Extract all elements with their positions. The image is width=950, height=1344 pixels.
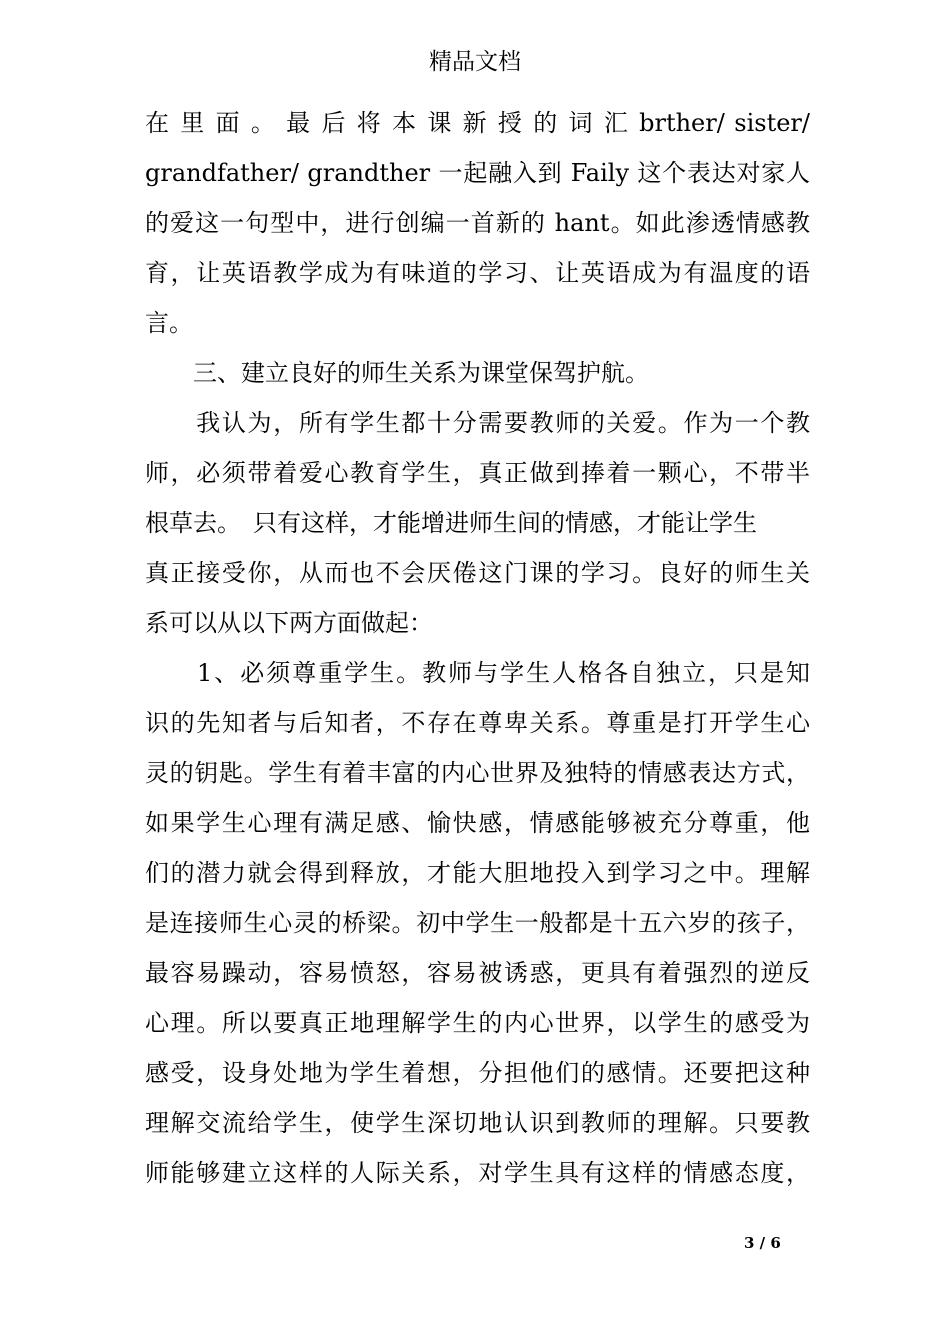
- text-line: 真正接受你，从而也不会厌倦这门课的学习。良好的师生关: [145, 559, 810, 587]
- text-line: 系可以从以下两方面做起：: [145, 609, 433, 637]
- text-line: 心理。所以要真正地理解学生的内心世界，以学生的感受为: [145, 1009, 810, 1037]
- text-line: 根草去。 只有这样，才能增进师生间的情感，才能让学生: [145, 509, 757, 537]
- text-line: 的爱这一句型中，进行创编一首新的 hant。如此渗透情感教: [145, 209, 810, 237]
- text-line: 识的先知者与后知者，不存在尊卑关系。尊重是打开学生心: [145, 709, 810, 737]
- text-line: 三、建立良好的师生关系为课堂保驾护航。: [145, 359, 649, 387]
- text-line: 感受，设身处地为学生着想，分担他们的感情。还要把这种: [145, 1059, 810, 1087]
- text-line: 是连接师生心灵的桥梁。初中学生一般都是十五六岁的孩子，: [145, 909, 810, 937]
- document-body: [145, 98, 810, 1198]
- text-line: 育，让英语教学成为有味道的学习、让英语成为有温度的语: [145, 259, 810, 287]
- text-line: 如果学生心理有满足感、愉快感，情感能够被充分尊重，他: [145, 809, 810, 837]
- text-line: grandfather/ grandther 一起融入到 Faily 这个表达对家人: [145, 159, 810, 187]
- text-line: 我认为，所有学生都十分需要教师的关爱。作为一个教: [145, 409, 810, 437]
- text-line: 1、必须尊重学生。教师与学生人格各自独立，只是知: [145, 659, 810, 687]
- text-line: 们的潜力就会得到释放，才能大胆地投入到学习之中。理解: [145, 859, 810, 887]
- page-header: 精品文档: [429, 49, 521, 75]
- text-line: 师能够建立这样的人际关系，对学生具有这样的情感态度，: [145, 1159, 810, 1187]
- text-line: 最容易躁动，容易愤怒，容易被诱惑，更具有着强烈的逆反: [145, 959, 810, 987]
- page-number: 3 / 6: [744, 1234, 781, 1252]
- text-line: 灵的钥匙。学生有着丰富的内心世界及独特的情感表达方式，: [145, 759, 810, 787]
- text-line: 在 里 面 。 最 后 将 本 课 新 授 的 词 汇 brther/ sister/: [145, 109, 810, 137]
- text-line: 理解交流给学生，使学生深切地认识到教师的理解。只要教: [145, 1109, 810, 1137]
- text-line: 言。: [145, 309, 193, 337]
- text-line: 师，必须带着爱心教育学生，真正做到捧着一颗心，不带半: [145, 459, 810, 487]
